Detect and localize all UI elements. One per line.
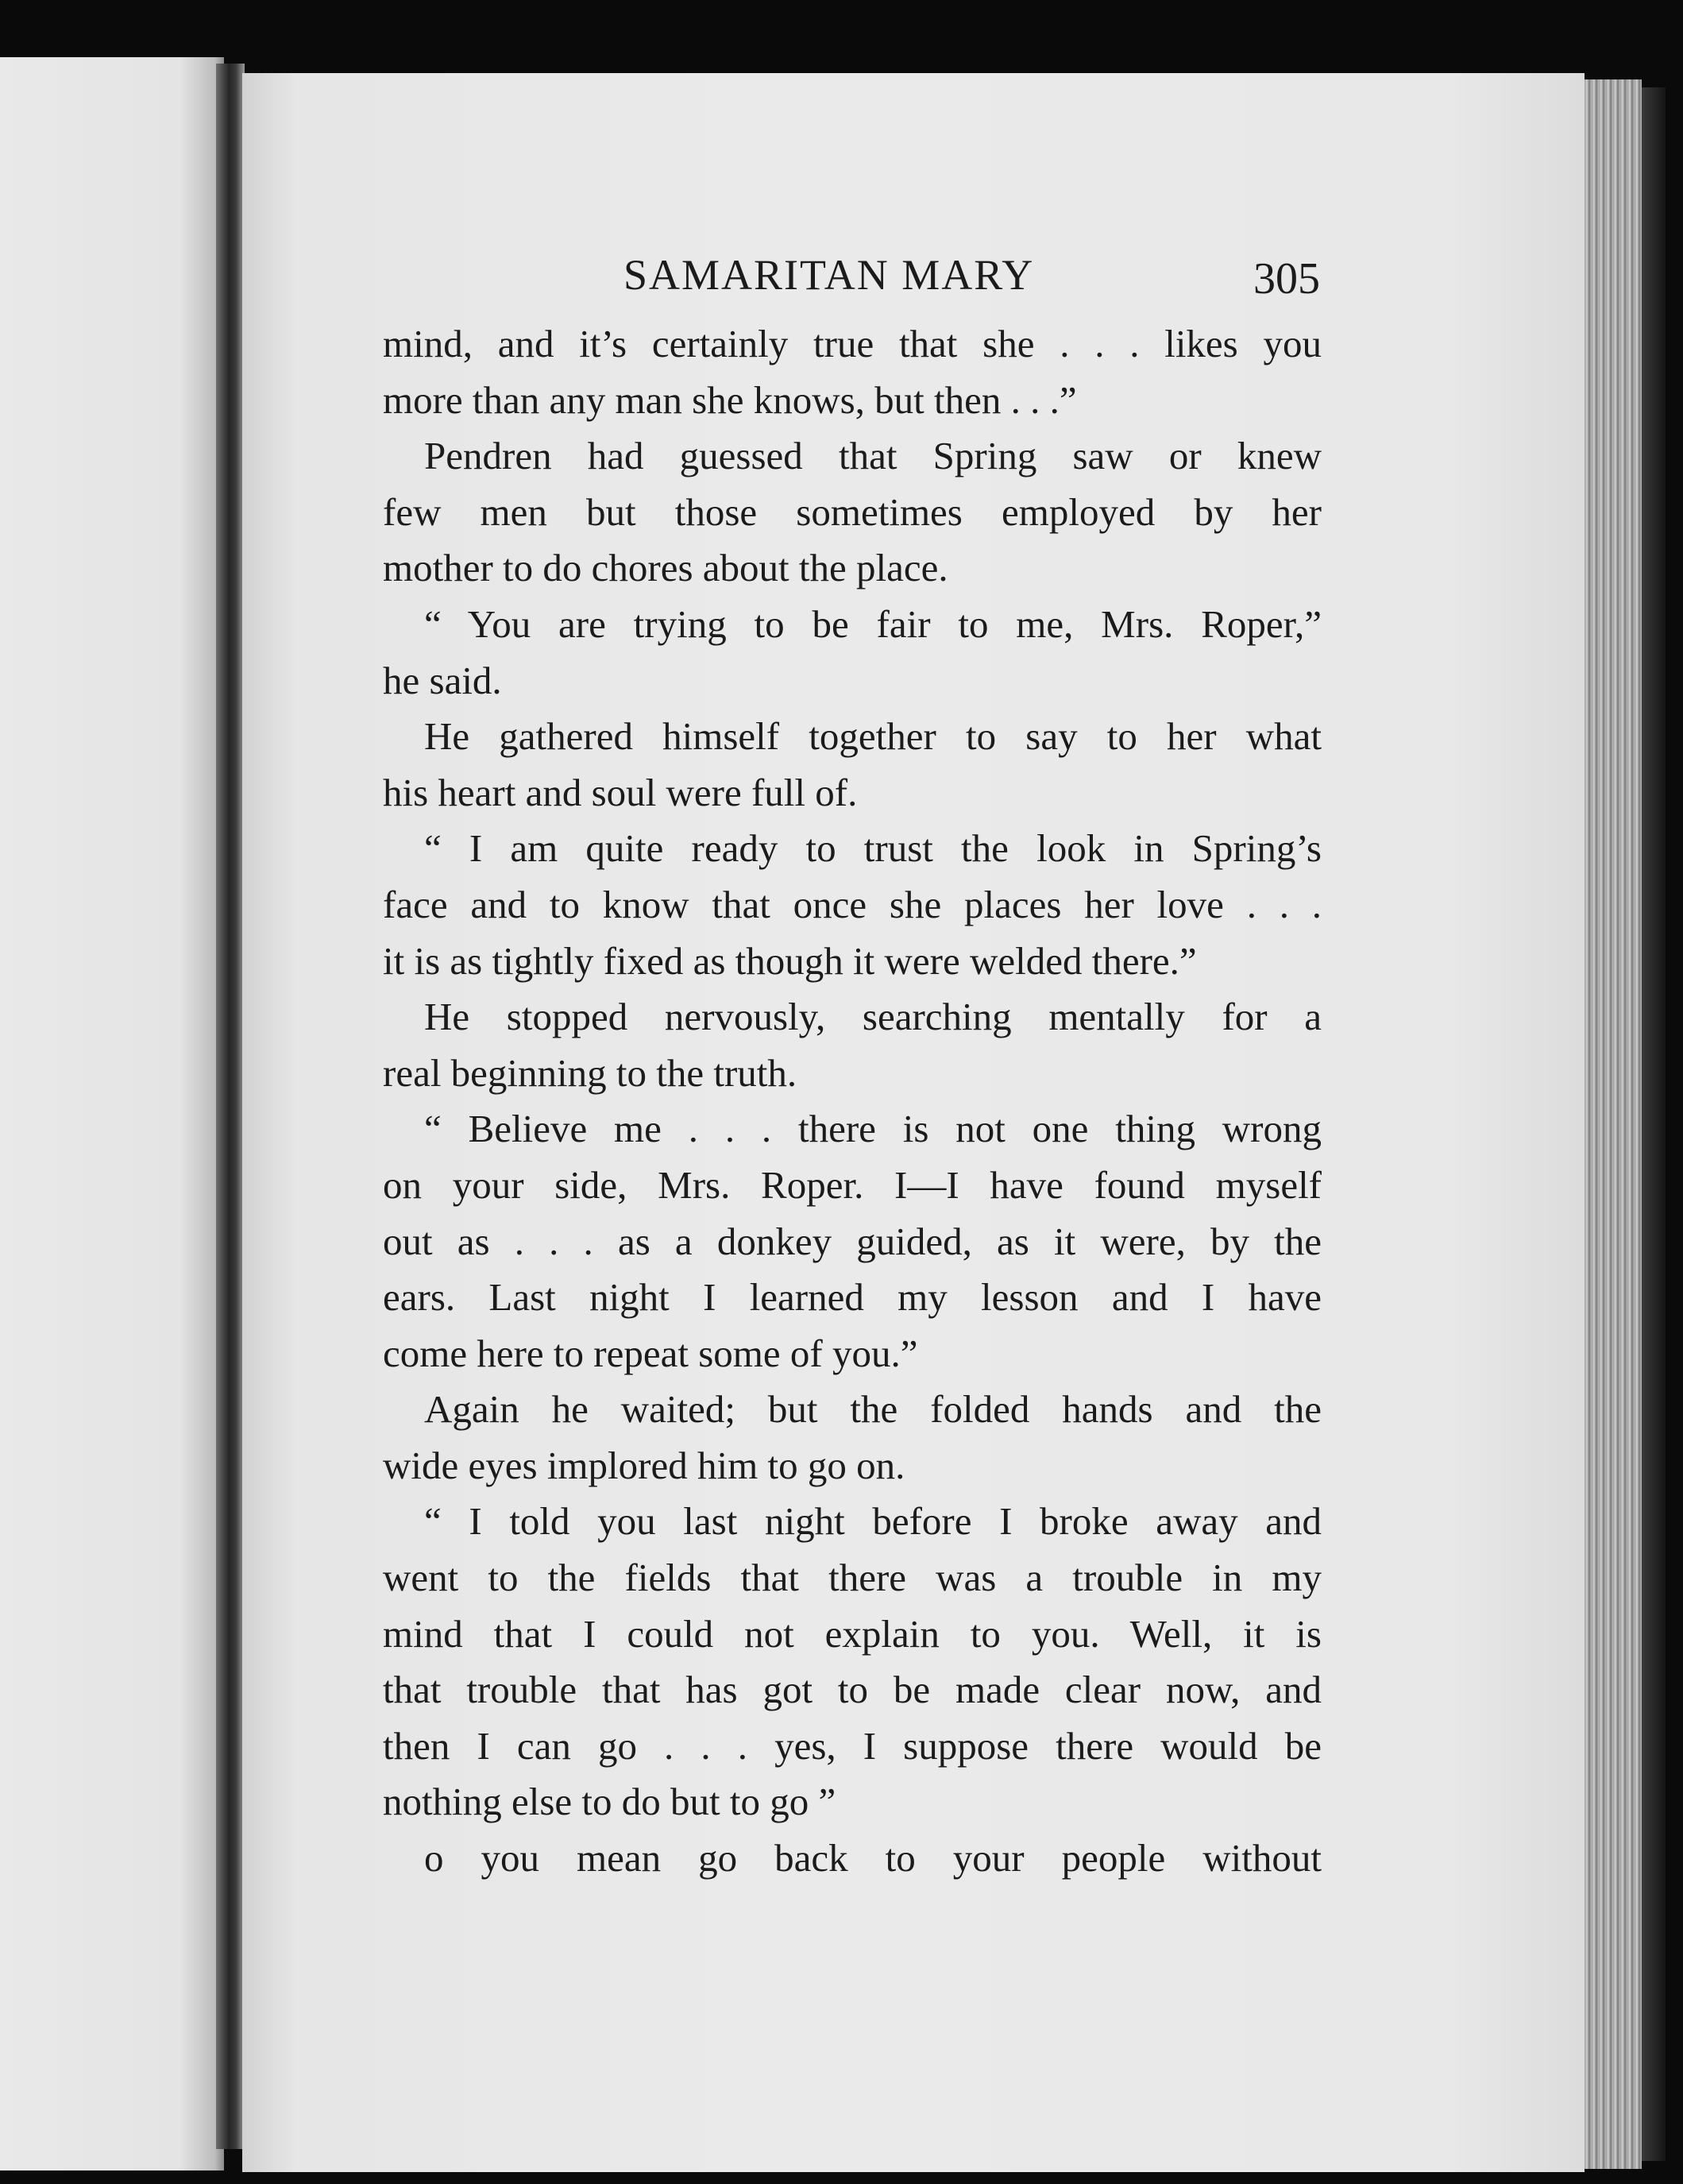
previous-page-line [0, 1133, 214, 1170]
text-line: o you mean go back to your people without [424, 1836, 1322, 1881]
text-line: wide eyes implored him to go on. [383, 1443, 905, 1487]
text-line: Pendren had guessed that Spring saw or knew [424, 434, 1322, 478]
text-line: he said. [383, 658, 502, 702]
previous-page-line [0, 684, 214, 721]
previous-page-line [0, 628, 214, 666]
text-line: ears. Last night I learned my lesson and I have [383, 1275, 1322, 1320]
text-line: “ You are trying to be fair to me, Mrs. Roper,” [424, 601, 1322, 646]
text-line: He gathered himself together to say to her what [424, 714, 1322, 759]
page-header [242, 250, 1585, 306]
previous-page-line [0, 1021, 214, 1058]
page-body-text [383, 316, 1322, 1887]
text-line: out as . . . as a donkey guided, as it were, by the [383, 1219, 1322, 1263]
previous-page-line [0, 964, 214, 1002]
text-line: come here to repeat some of you.” [383, 1331, 918, 1375]
text-line: nothing else to do but to go ” [383, 1780, 836, 1824]
previous-page-line [0, 1301, 214, 1339]
previous-page-line [0, 1750, 214, 1788]
text-line: mind that I could not explain to you. Well, it is [383, 1611, 1322, 1656]
text-line: “ I told you last night before I broke away and [424, 1499, 1322, 1544]
text-line: real beginning to the truth. [383, 1050, 797, 1095]
text-line: more than any man she knows, but then . . .” [383, 377, 1077, 422]
page-edges [1585, 79, 1642, 2169]
previous-page-line [0, 1525, 214, 1563]
text-line: “ Believe me . . . there is not one thing wrong [424, 1107, 1322, 1151]
text-line: Again he waited; but the folded hands and the [424, 1387, 1322, 1432]
text-line: then I can go . . . yes, I suppose there would be [383, 1723, 1322, 1768]
previous-page-line [0, 1245, 214, 1282]
text-line: went to the fields that there was a trouble in my [383, 1556, 1322, 1600]
previous-page-line [0, 796, 214, 833]
text-line: on your side, Mrs. Roper. I—I have found myself [383, 1162, 1322, 1207]
text-line: He stopped nervously, searching mentally for a [424, 995, 1322, 1039]
page-number: 305 [1253, 254, 1320, 303]
book-gutter [216, 64, 245, 2149]
text-line: it is as tightly fixed as though it were welded there.” [383, 938, 1197, 983]
text-line: mother to do chores about the place. [383, 546, 948, 590]
text-line: few men but those sometimes employed by her [383, 489, 1322, 534]
previous-page-line [0, 1077, 214, 1114]
running-title: SAMARITAN MARY [623, 251, 1035, 299]
text-line: mind, and it’s certainly true that she . . . likes you [383, 322, 1322, 365]
text-line: his heart and soul were full of. [383, 770, 858, 814]
previous-page-line [0, 572, 214, 609]
previous-page-line [0, 1413, 214, 1451]
previous-page-line [0, 1806, 214, 1843]
previous-page-line [0, 852, 214, 890]
previous-page-line [0, 740, 214, 778]
previous-page-line [0, 1470, 214, 1507]
previous-page-line [0, 1637, 214, 1675]
text-line: that trouble that has got to be made clear now, and [383, 1668, 1322, 1712]
previous-page-line [0, 1694, 214, 1731]
text-line: face and to know that once she places her love . . . [383, 882, 1322, 926]
text-line: “ I am quite ready to trust the look in Spring’s [424, 826, 1322, 871]
book-cover-edge [1642, 87, 1666, 2161]
